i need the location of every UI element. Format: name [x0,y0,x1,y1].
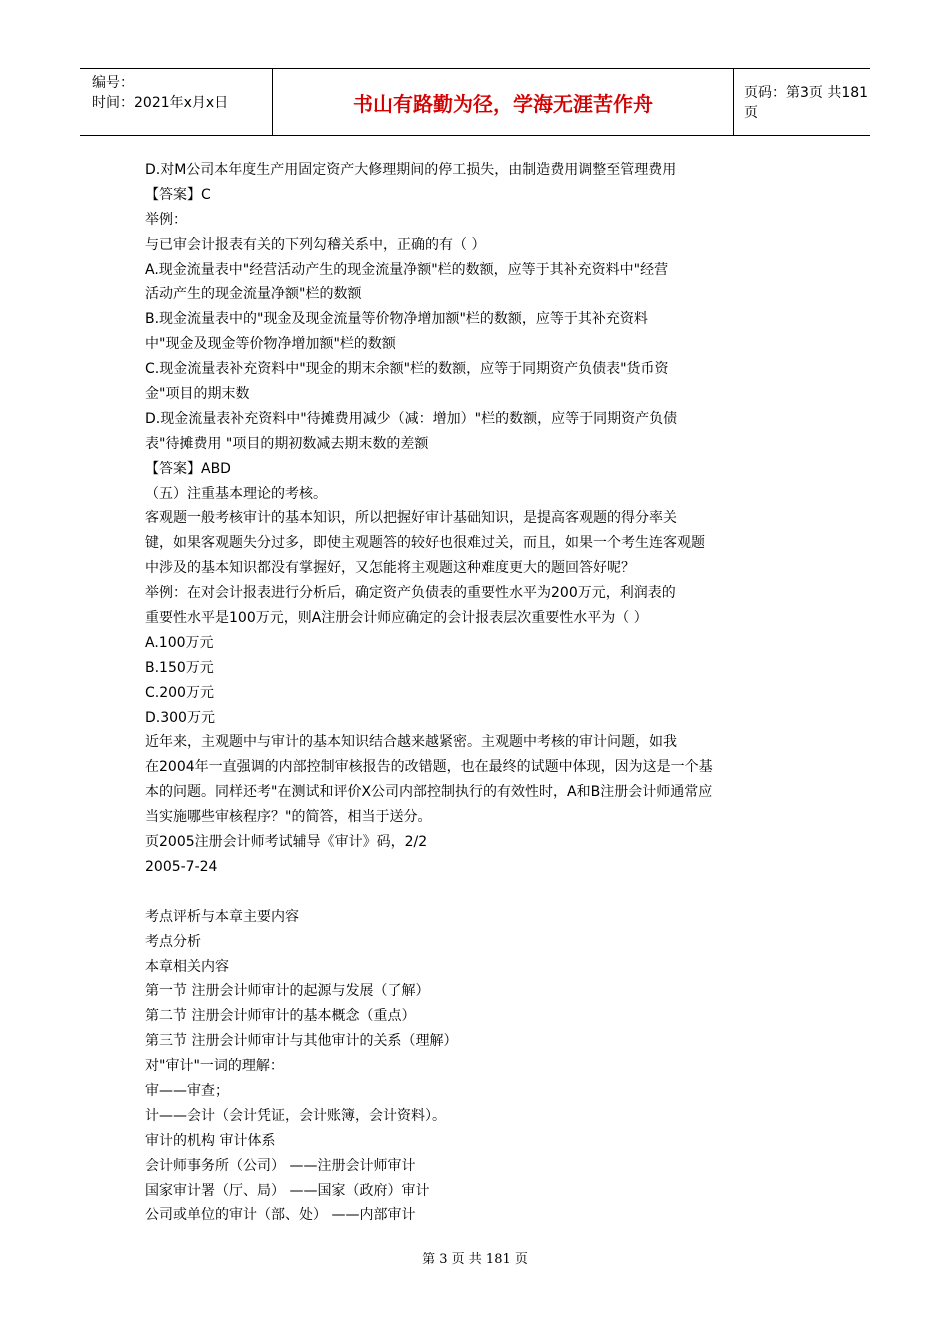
body-line: 公司或单位的审计（部、处） ——内部审计 [145,1207,416,1224]
body-line: A.100万元 [145,634,214,651]
body-line: 举例： [145,211,187,228]
body-line: 重要性水平是100万元，则A注册会计师应确定的会计报表层次重要性水平为（ ） [145,610,648,627]
body-line: 审——审查； [145,1082,229,1099]
header-date-label: 时间：2021年x月x日 [92,95,229,111]
body-line: 本的问题。同样还考"在测试和评价X公司内部控制执行的有效性时，A和B注册会计师通常应 [145,784,713,801]
document-body [145,158,825,1228]
body-line: 活动产生的现金流量净额"栏的数额 [145,286,362,303]
body-line: 表"待摊费用 "项目的期初数减去期末数的差额 [145,435,429,452]
header-motto: 书山有路勤为径，学海无涯苦作舟 [273,69,734,135]
body-line: 考点评析与本章主要内容 [145,908,299,925]
body-line: 举例：在对会计报表进行分析后，确定资产负债表的重要性水平为200万元，利润表的 [145,585,676,602]
body-line: 与已审会计报表有关的下列勾稽关系中，正确的有（ ） [145,236,486,253]
header-left-cell [80,69,273,135]
body-line: 键，如果客观题失分过多，即使主观题答的较好也很难过关，而且，如果一个考生连客观题 [145,535,705,552]
body-line: B.150万元 [145,659,214,676]
header-number-label: 编号： [92,75,134,91]
page-header [80,68,870,136]
body-line: 2005-7-24 [145,858,218,875]
body-line: 当实施哪些审核程序？"的简答，相当于送分。 [145,809,432,826]
header-page-label: 页码：第3页 共181页 [744,85,869,121]
body-line: C.现金流量表补充资料中"现金的期末余额"栏的数额，应等于同期资产负债表"货币资 [145,361,669,378]
body-line: 【答案】ABD [145,460,231,477]
body-line: 国家审计署（厅、局） ——国家（政府）审计 [145,1182,430,1199]
body-line: 近年来，主观题中与审计的基本知识结合越来越紧密。主观题中考核的审计问题，如我 [145,734,677,751]
body-line: B.现金流量表中的"现金及现金流量等价物净增加额"栏的数额，应等于其补充资料 [145,311,648,328]
body-line: 第三节 注册会计师审计与其他审计的关系（理解） [145,1033,458,1050]
body-line: D.对M公司本年度生产用固定资产大修理期间的停工损失，由制造费用调整至管理费用 [145,162,677,178]
page-footer: 第 3 页 共 181 页 [422,1252,528,1267]
body-line: 对"审计"一词的理解： [145,1058,284,1075]
body-line: 金"项目的期末数 [145,386,250,403]
body-line: 中"现金及现金等价物净增加额"栏的数额 [145,336,396,353]
body-line: 会计师事务所（公司） ——注册会计师审计 [145,1157,416,1174]
body-line: D.现金流量表补充资料中"待摊费用减少（减：增加）"栏的数额，应等于同期资产负债 [145,410,678,427]
body-line: 本章相关内容 [145,958,229,975]
body-line: （五）注重基本理论的考核。 [145,485,327,502]
body-line: 页2005注册会计师考试辅导《审计》码，2/2 [145,834,428,851]
body-line: 中涉及的基本知识都没有掌握好，又怎能将主观题这种难度更大的题回答好呢？ [145,560,635,577]
body-line [145,880,825,905]
body-line: 审计的机构 审计体系 [145,1132,276,1149]
body-line: 在2004年一直强调的内部控制审核报告的改错题，也在最终的试题中体现，因为这是一个基 [145,759,713,776]
body-line: 客观题一般考核审计的基本知识，所以把握好审计基础知识，是提高客观题的得分率关 [145,510,677,527]
body-line: D.300万元 [145,709,215,726]
body-line: 计——会计（会计凭证，会计账簿，会计资料）。 [145,1107,446,1124]
body-line: 考点分析 [145,933,201,950]
body-line: C.200万元 [145,684,214,701]
body-line: 第一节 注册会计师审计的起源与发展（了解） [145,983,430,1000]
body-line: A.现金流量表中"经营活动产生的现金流量净额"栏的数额，应等于其补充资料中"经营 [145,261,669,278]
body-line: 第二节 注册会计师审计的基本概念（重点） [145,1008,416,1025]
body-line: 【答案】C [145,186,211,203]
